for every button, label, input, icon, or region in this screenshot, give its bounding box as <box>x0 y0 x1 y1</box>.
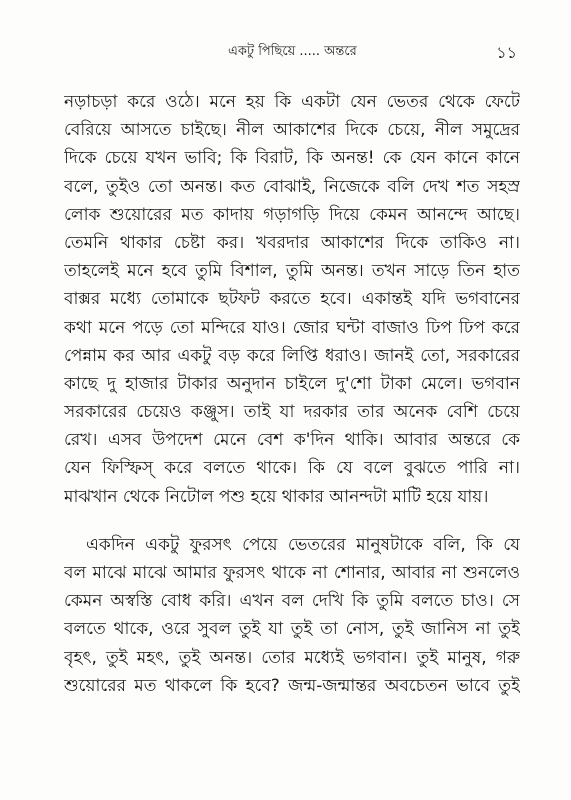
text-line: নড়াচড়া করে ওঠে। মনে হয় কি একটা যেন ভেতর থেকে ফেটে <box>64 92 520 112</box>
text-line: যেন ফিস্ফিস্ করে বলতে থাকে। কি যে বলে বুঝতে পারি না। <box>64 458 520 479</box>
text-line: পেন্নাম কর আর একটু বড় করে লিপ্তি ধরাও। জানই তো, সরকারের <box>64 345 520 366</box>
text-line: কথা মনে পড়ে তো মন্দিরে যাও। জোর ঘন্টা বাজাও ঢিপ ঢিপ করে <box>64 317 520 338</box>
running-header <box>0 42 571 64</box>
text-line: বাক্সর মধ্যে তোমাকে ছটফট করতে হবে। একান্তই যদি ভগবানের <box>64 289 520 310</box>
text-line: রেখ। এসব উপদেশ মেনে বেশ ক'দিন থাকি। আবার অন্তরে কে <box>64 430 520 451</box>
text-line: বল মাঝে মাঝে আমার ফুরসৎ থাকে না শোনার, আবার না শুনলেও <box>64 563 520 583</box>
text-line: কাছে দু হাজার টাকার অনুদান চাইলে দু'শো টাকা মেলে। ভগবান <box>64 373 520 394</box>
paragraph-1 <box>64 88 520 511</box>
page-number: ১১ <box>496 43 517 62</box>
text-line: বলতে থাকে, ওরে সুবল তুই যা তুই তা নোস, তুই জানিস না তুই <box>64 619 520 640</box>
text-line: বেরিয়ে আসতে চাইছে। নীল আকাশের দিকে চেয়ে, নীল সমুদ্রের <box>64 120 520 141</box>
running-title: একটু পিছিয়ে ..... অন্তরে <box>228 44 357 59</box>
text-line: তেমনি থাকার চেষ্টা কর। খবরদার আকাশের দিকে তাকিও না। <box>64 232 520 253</box>
text-line: লোক শুয়োরের মত কাদায় গড়াগড়ি দিয়ে কেমন আনন্দে আছে। <box>64 204 520 225</box>
body-text <box>64 88 520 700</box>
text-line: তাহলেই মনে হবে তুমি বিশাল, তুমি অনন্ত। তখন সাড়ে তিন হাত <box>64 261 520 282</box>
text-line: দিকে চেয়ে যখন ভাবি; কি বিরাট, কি অনন্ত! কে যেন কানে কানে <box>64 148 520 169</box>
text-line: সরকারের চেয়েও কঞ্জুস। তাই যা দরকার তার অনেক বেশি চেয়ে <box>64 402 520 423</box>
text-line: মাঝখান থেকে নিটোল পশু হয়ে থাকার আনন্দটা মাটি হয়ে যায়। <box>64 486 489 507</box>
text-line: কেমন অস্বস্তি বোধ করি। এখন বল দেখি কি তুমি বলতে চাও। সে <box>64 591 520 612</box>
text-line: একদিন একটু ফুরসৎ পেয়ে ভেতরের মানুষটাকে বলি, কি যে <box>86 534 520 555</box>
text-line: বলে, তুইও তো অনন্ত। কত বোঝাই, নিজেকে বলি দেখ শত সহস্র <box>64 176 520 197</box>
paragraph-2 <box>64 531 520 700</box>
text-line: বৃহৎ, তুই মহৎ, তুই অনন্ত। তোর মধ্যেই ভগবান। তুই মানুষ, গরু <box>64 647 520 668</box>
text-line: শুয়োরের মত থাকলে কি হবে? জন্ম-জন্মান্তর অবচেতন ভাবে তুই <box>64 675 520 696</box>
